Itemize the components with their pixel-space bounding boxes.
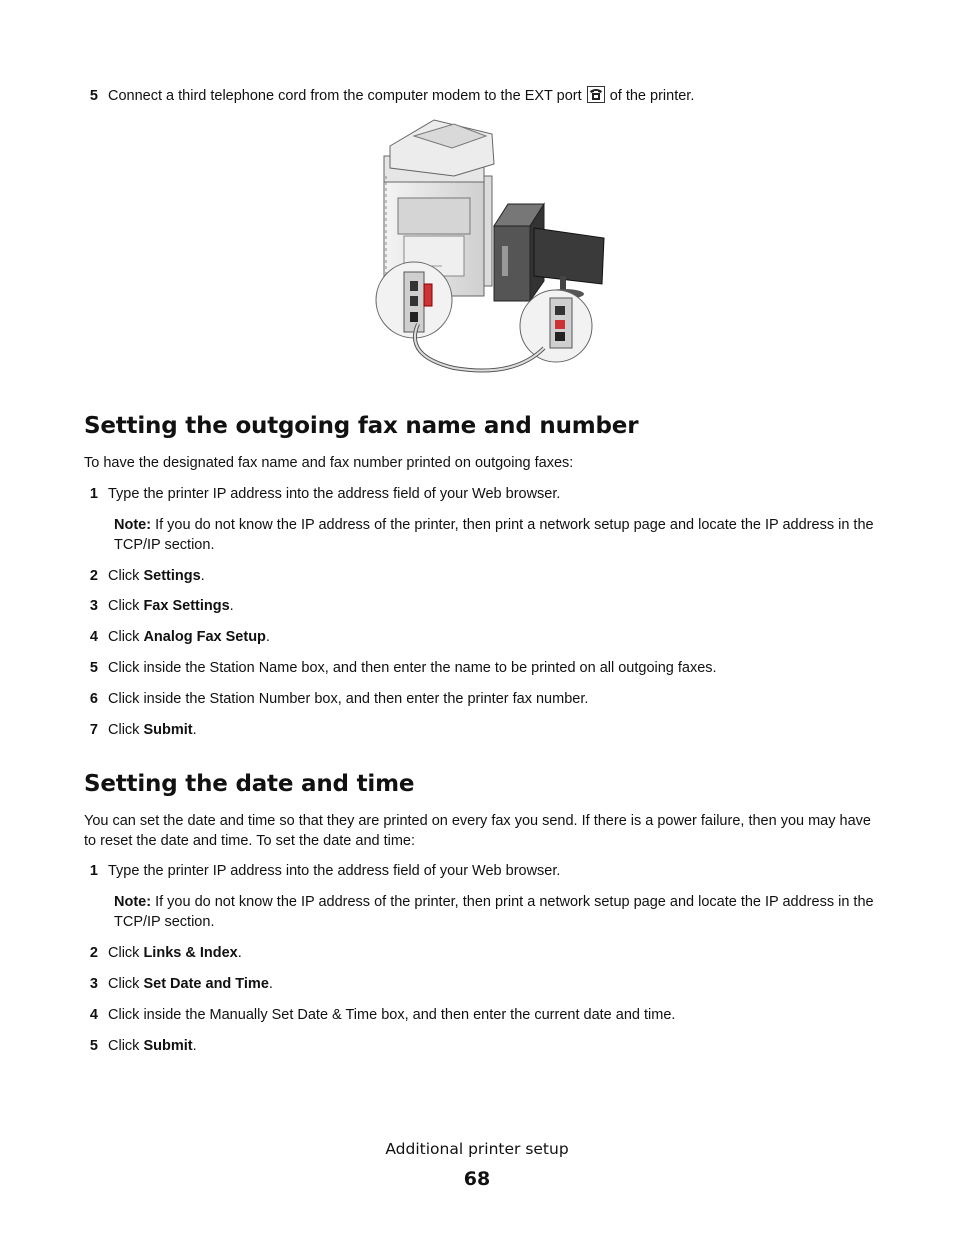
step-number: 2 <box>89 568 98 584</box>
step-text: Click Fax Settings. <box>108 598 234 614</box>
step-number: 5 <box>89 88 98 104</box>
note-text: If you do not know the IP address of the printer, then print a network setup page and locate the IP address in the TCP/IP section. <box>114 517 874 553</box>
note <box>114 515 884 555</box>
step-number: 7 <box>89 722 98 738</box>
section-heading: Setting the date and time <box>84 771 415 797</box>
section-intro: You can set the date and time so that they are printed on every fax you send. If there is a power failure, then you may have to reset the date and time. To set the date and time: <box>84 813 871 849</box>
step-number: 4 <box>89 629 98 645</box>
step-number: 5 <box>89 660 98 676</box>
note-label: Note: <box>114 517 152 533</box>
step-text: Click Set Date and Time. <box>108 976 273 992</box>
step-number: 3 <box>89 976 98 992</box>
step-number: 6 <box>89 691 98 707</box>
step-text: Click Analog Fax Setup. <box>108 629 270 645</box>
step-text: Type the printer IP address into the address field of your Web browser. <box>108 486 561 502</box>
note-text: If you do not know the IP address of the printer, then print a network setup page and locate the IP address in the TCP/IP section. <box>114 894 874 930</box>
step-text: Click inside the Station Name box, and then enter the name to be printed on all outgoing faxes. <box>108 660 717 676</box>
note <box>114 892 884 932</box>
step-number: 2 <box>89 945 98 961</box>
step-text: Click Settings. <box>108 568 205 584</box>
note-label: Note: <box>114 894 152 910</box>
page-number: 68 <box>463 1168 491 1190</box>
step-text: Connect a third telephone cord from the computer modem to the EXT port of the printer. <box>108 88 695 104</box>
step-text: Click Submit. <box>108 1038 197 1054</box>
step-number: 3 <box>89 598 98 614</box>
step-number: 1 <box>89 863 98 879</box>
section-intro: To have the designated fax name and fax number printed on outgoing faxes: <box>84 455 574 471</box>
step-text: Type the printer IP address into the address field of your Web browser. <box>108 863 561 879</box>
step-text: Click Links & Index. <box>108 945 242 961</box>
step-number: 4 <box>89 1007 98 1023</box>
step-number: 1 <box>89 486 98 502</box>
section-heading: Setting the outgoing fax name and number <box>84 413 639 439</box>
footer-section-label: Additional printer setup <box>385 1140 569 1158</box>
step-text: Click inside the Manually Set Date & Time box, and then enter the current date and time. <box>108 1007 676 1023</box>
ext-port-icon <box>587 86 605 103</box>
step-text: Click Submit. <box>108 722 197 738</box>
step-text: Click inside the Station Number box, and then enter the printer fax number. <box>108 691 589 707</box>
printer-computer-connection-illustration <box>374 116 606 378</box>
step-number: 5 <box>89 1038 98 1054</box>
